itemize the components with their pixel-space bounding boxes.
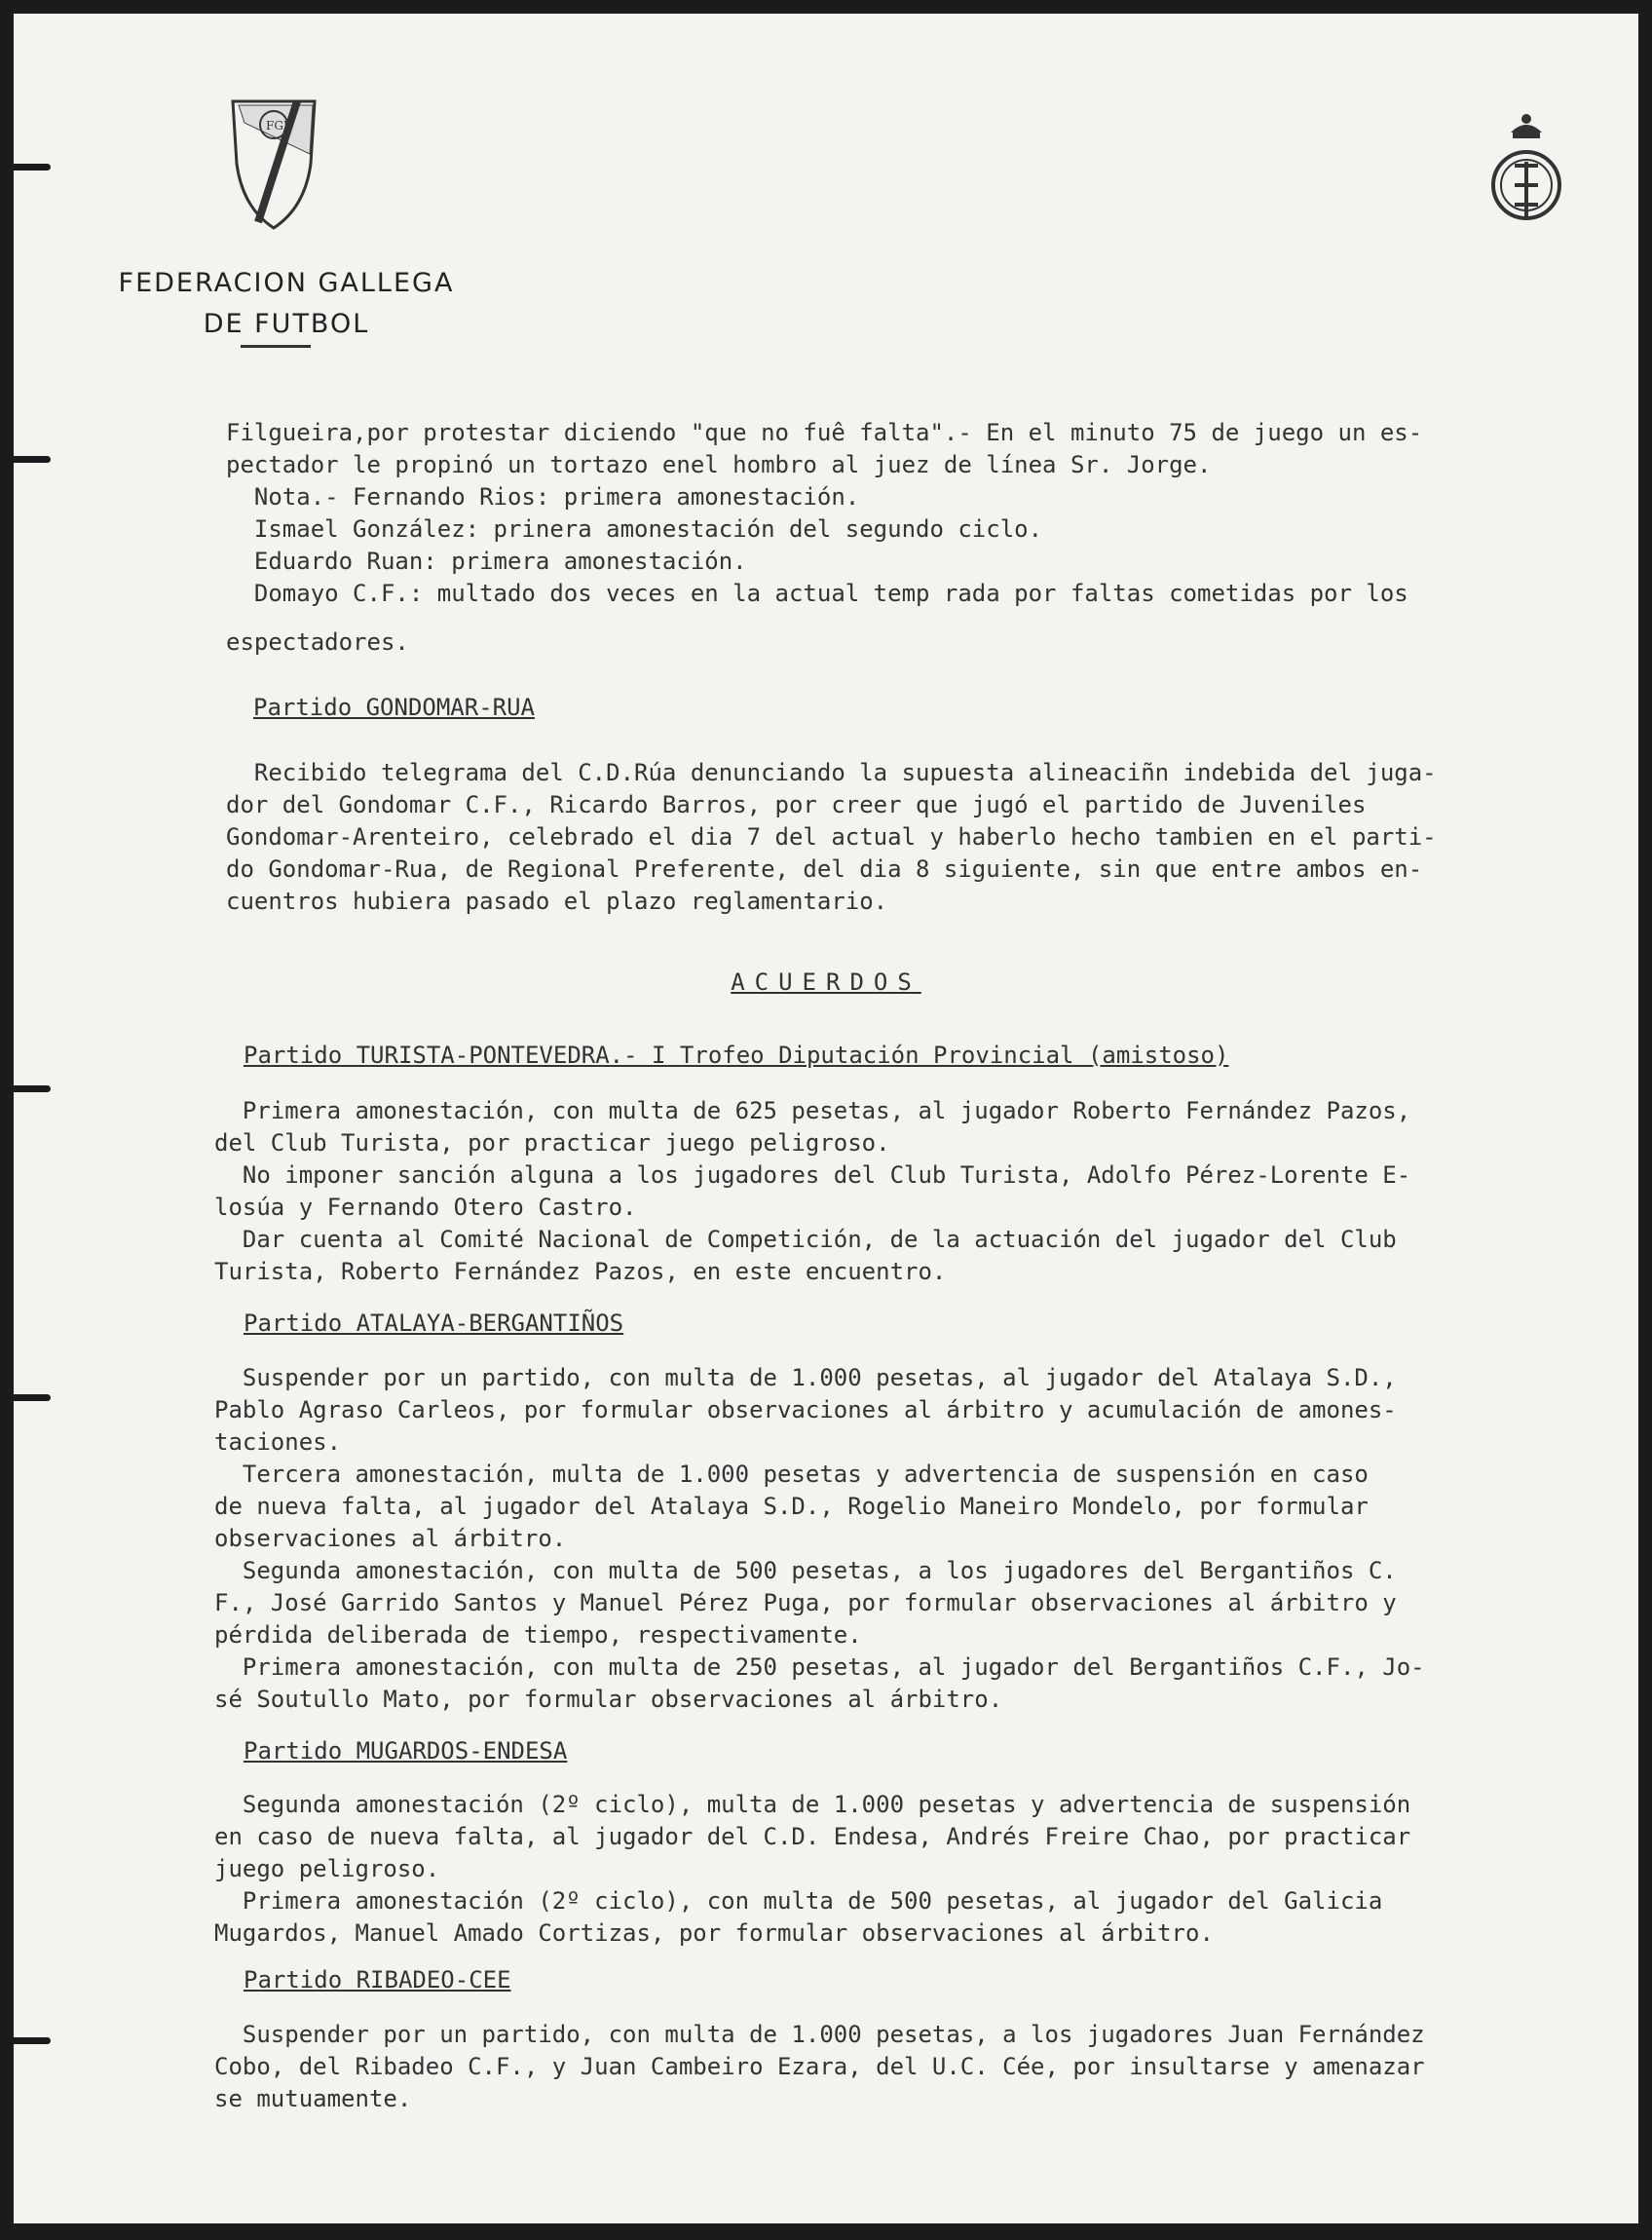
rfef-crest-logo (1485, 107, 1567, 232)
text-line: Tercera amonestación, multa de 1.000 pesetas y advertencia de suspensión en caso (214, 1461, 1369, 1488)
text-line: F., José Garrido Santos y Manuel Pérez Puga, por formular observaciones al árbitro y (214, 1589, 1397, 1616)
org-name-line1: FEDERACION GALLEGA (118, 268, 455, 298)
text-line: juego peligroso. (214, 1855, 440, 1882)
text-line: pérdida deliberada de tiempo, respectivamente. (214, 1621, 862, 1649)
text-line: Suspender por un partido, con multa de 1.000 pesetas, a los jugadores Juan Fernández (214, 2021, 1425, 2048)
text-line: Gondomar-Arenteiro, celebrado el dia 7 del actual y haberlo hecho tambien en el parti- (226, 823, 1437, 851)
binder-hole (14, 164, 51, 171)
text-line: del Club Turista, por practicar juego peligroso. (214, 1129, 890, 1157)
text-line: Primera amonestación, con multa de 250 pesetas, al jugador del Bergantiños C.F., Jo- (214, 1653, 1425, 1681)
text-line: Segunda amonestación (2º ciclo), multa de 1.000 pesetas y advertencia de suspensión (214, 1791, 1411, 1818)
text-line: Eduardo Ruan: primera amonestación. (226, 548, 747, 575)
text-line: dor del Gondomar C.F., Ricardo Barros, por creer que jugó el partido de Juveniles (226, 791, 1367, 818)
section-heading-gondomar: Partido GONDOMAR-RUA (253, 694, 535, 721)
letterhead-title (82, 263, 491, 345)
text-line: Dar cuenta al Comité Nacional de Competición, de la actuación del jugador del Club (214, 1226, 1397, 1253)
text-line: Cobo, del Ribadeo C.F., y Juan Cambeiro Ezara, del U.C. Cée, por insultarse y amenazar (214, 2053, 1425, 2080)
text-line: observaciones al árbitro. (214, 1525, 567, 1552)
text-line: do Gondomar-Rua, de Regional Preferente, del dia 8 siguiente, sin que entre ambos en- (226, 855, 1423, 883)
text-line: Recibido telegrama del C.D.Rúa denunciando la supuesta alineaciñn indebida del juga- (226, 759, 1437, 786)
svg-text:FGF: FGF (266, 119, 292, 133)
text-line: losúa y Fernando Otero Castro. (214, 1194, 637, 1221)
text-line: Suspender por un partido, con multa de 1.000 pesetas, al jugador del Atalaya S.D., (214, 1364, 1397, 1391)
text-line: cuentros hubiera pasado el plazo reglamentario. (226, 888, 888, 915)
text-line: sé Soutullo Mato, por formular observaciones al árbitro. (214, 1686, 1003, 1713)
section-heading-ribadeo: Partido RIBADEO-CEE (244, 1966, 511, 1993)
text-line: Filgueira,por protestar diciendo "que no fuê falta".- En el minuto 75 de juego un es- (226, 419, 1423, 446)
text-line: taciones. (214, 1428, 342, 1456)
text-line: Ismael González: prinera amonestación del segundo ciclo. (226, 515, 1043, 543)
text-line: Domayo C.F.: multado dos veces en la actual temp rada por faltas cometidas por los (226, 580, 1408, 607)
acuerdos-heading: ACUERDOS (731, 968, 921, 996)
text-line: se mutuamente. (214, 2085, 412, 2112)
document-page (14, 14, 1638, 2223)
federation-shield-logo (229, 95, 319, 232)
text-line: espectadores. (226, 628, 409, 656)
text-line: Turista, Roberto Fernández Pazos, en este encuentro. (214, 1258, 947, 1285)
text-line: Mugardos, Manuel Amado Cortizas, por formular observaciones al árbitro. (214, 1919, 1214, 1947)
text-line: Primera amonestación (2º ciclo), con multa de 500 pesetas, al jugador del Galicia (214, 1887, 1383, 1915)
section-heading-turista: Partido TURISTA-PONTEVEDRA.- I Trofeo Diputación Provincial (amistoso) (244, 1042, 1229, 1069)
binder-hole (14, 2037, 51, 2044)
section-heading-atalaya: Partido ATALAYA-BERGANTIÑOS (244, 1310, 624, 1337)
text-line: Segunda amonestación, con multa de 500 pesetas, a los jugadores del Bergantiños C. (214, 1557, 1397, 1584)
text-line: No imponer sanción alguna a los jugadores del Club Turista, Adolfo Pérez-Lorente E- (214, 1161, 1411, 1189)
text-line: Pablo Agraso Carleos, por formular observaciones al árbitro y acumulación de amones- (214, 1396, 1397, 1424)
text-line: de nueva falta, al jugador del Atalaya S.D., Rogelio Maneiro Mondelo, por formular (214, 1493, 1369, 1520)
binder-hole (14, 1394, 51, 1401)
text-line: Nota.- Fernando Rios: primera amonestación. (226, 483, 860, 511)
binder-hole (14, 456, 51, 463)
binder-hole (14, 1085, 51, 1092)
text-line: en caso de nueva falta, al jugador del C.D. Endesa, Andrés Freire Chao, por practicar (214, 1823, 1411, 1850)
letterhead-rule (241, 345, 311, 348)
text-line: Primera amonestación, con multa de 625 pesetas, al jugador Roberto Fernández Pazos, (214, 1097, 1411, 1124)
org-name-line2: DE FUTBOL (203, 309, 370, 339)
section-heading-mugardos: Partido MUGARDOS-ENDESA (244, 1737, 568, 1765)
text-line: pectador le propinó un tortazo enel hombro al juez de línea Sr. Jorge. (226, 451, 1212, 478)
